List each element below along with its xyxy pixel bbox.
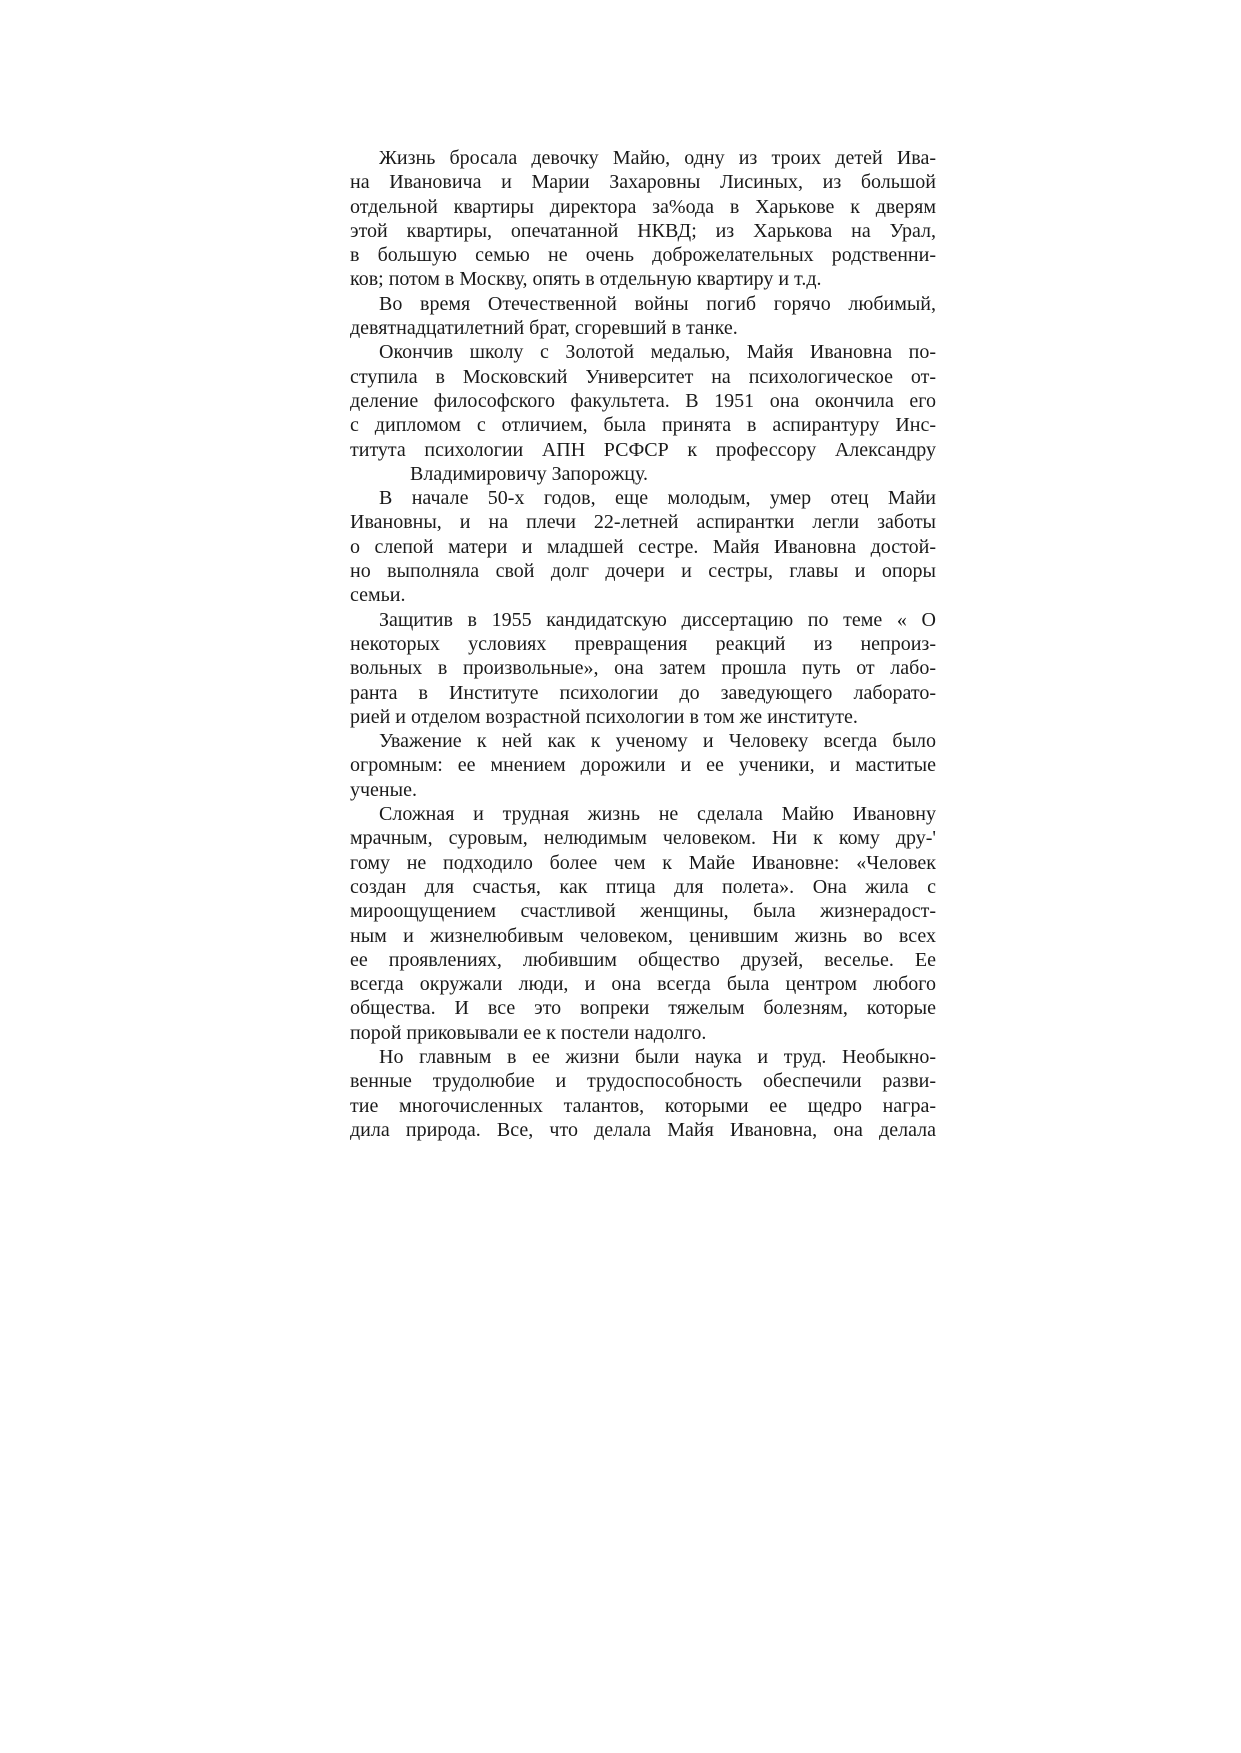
text-line: Владимировичу Запорожцу. (410, 462, 648, 485)
text-line: В начале 50-х годов, еще молодым, умер отец Майи (379, 487, 936, 510)
text-line: создан для счастья, как птица для полета». Она жила с (350, 875, 936, 898)
text-line: ученые. (350, 778, 417, 801)
text-line: общества. И все это вопреки тяжелым болезням, которые (350, 997, 936, 1020)
text-line: с дипломом с отличием, была принята в аспирантуру Инс- (350, 414, 936, 437)
text-line: Защитив в 1955 кандидатскую диссертацию по теме « О (379, 608, 936, 631)
text-line: Но главным в ее жизни были наука и труд. Необыкно- (379, 1045, 936, 1068)
text-line: семьи. (350, 584, 406, 607)
text-line: о слепой матери и младшей сестре. Майя Ивановна достой- (350, 535, 936, 558)
text-line: некоторых условиях превращения реакций из непроиз- (350, 632, 936, 655)
text-line: тие многочисленных талантов, которыми ее щедро награ- (350, 1094, 936, 1117)
text-line: Во время Отечественной войны погиб горячо любимый, (379, 292, 936, 315)
text-line: этой квартиры, опечатанной НКВД; из Харькова на Урал, (350, 219, 936, 242)
text-line: Окончив школу с Золотой медалью, Майя Ивановна по- (379, 341, 936, 364)
text-line: титута психологии АПН РСФСР к профессору Александру (350, 438, 936, 461)
text-line: ступила в Московский Университет на психологическое от- (350, 365, 936, 388)
text-line: ранта в Институте психологии до заведующего лаборато- (350, 681, 936, 704)
text-line: вольных в произвольные», она затем прошла путь от лабо- (350, 657, 936, 680)
text-line: отдельной квартиры директора за%ода в Харькове к дверям (350, 195, 936, 218)
text-line: Сложная и трудная жизнь не сделала Майю Ивановну (379, 803, 936, 826)
text-line: всегда окружали люди, и она всегда была центром любого (350, 973, 936, 996)
text-line: рией и отделом возрастной психологии в том же институте. (350, 705, 858, 728)
text-line: венные трудолюбие и трудоспособность обеспечили разви- (350, 1070, 936, 1093)
text-line: деление философского факультета. В 1951 она окончила его (350, 389, 936, 412)
text-line: девятнадцатилетний брат, сгоревший в танке. (350, 317, 738, 340)
text-line: на Ивановича и Марии Захаровны Лисиных, из большой (350, 171, 936, 194)
text-line: мироощущением счастливой женщины, была жизнерадост- (350, 900, 936, 923)
text-line: дила природа. Все, что делала Майя Ивановна, она делала (350, 1118, 936, 1141)
text-line: Ивановны, и на плечи 22-летней аспирантки легли заботы (350, 511, 936, 534)
text-line: мрачным, суровым, нелюдимым человеком. Ни к кому дру-' (350, 827, 936, 850)
text-line: ее проявлениях, любившим общество друзей, веселье. Ее (350, 948, 936, 971)
text-line: в большую семью не очень доброжелательных родственни- (350, 244, 936, 267)
text-line: Уважение к ней как к ученому и Человеку всегда было (379, 730, 936, 753)
text-line: порой приковывали ее к постели надолго. (350, 1021, 707, 1044)
text-line: гому не подходило более чем к Майе Ивановне: «Человек (350, 851, 936, 874)
text-line: ным и жизнелюбивым человеком, ценившим жизнь во всех (350, 924, 936, 947)
body-text (350, 146, 936, 1142)
text-line: но выполняла свой долг дочери и сестры, главы и опоры (350, 560, 936, 583)
text-line: ков; потом в Москву, опять в отдельную квартиру и т.д. (350, 268, 822, 291)
text-line: огромным: ее мнением дорожили и ее ученики, и маститые (350, 754, 936, 777)
text-line: Жизнь бросала девочку Майю, одну из троих детей Ива- (379, 147, 936, 169)
